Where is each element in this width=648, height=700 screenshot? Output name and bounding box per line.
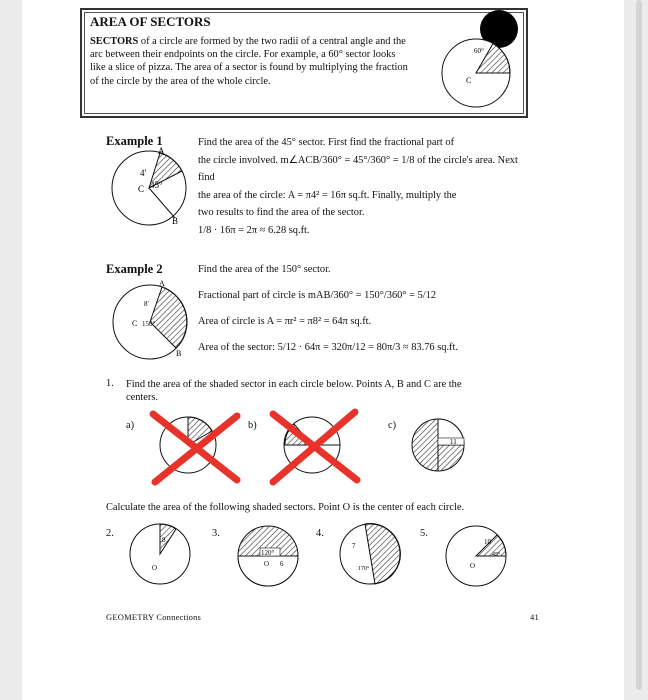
cross-out-mark-b	[265, 408, 365, 488]
svg-text:O: O	[152, 564, 158, 572]
svg-text:170°: 170°	[358, 566, 370, 572]
part-b-label: b)	[248, 420, 257, 431]
calc-instruction: Calculate the area of the following shaded sectors. Point O is the center of each circle.	[106, 502, 465, 513]
item2-number: 2.	[106, 528, 114, 539]
page-number: 41	[530, 612, 539, 622]
example1-figure	[106, 148, 196, 228]
svg-text:B: B	[176, 349, 182, 358]
example1-label: Example 1	[106, 134, 163, 148]
item4-figure	[334, 518, 414, 590]
svg-text:C: C	[132, 319, 138, 328]
scrollbar[interactable]	[636, 0, 642, 690]
svg-text:45°: 45°	[492, 552, 501, 558]
intro-sector-figure	[430, 38, 520, 110]
example2-line2: Fractional part of circle is mAB/360° = 150°/360° = 5/12	[198, 290, 437, 301]
part-a-label: a)	[126, 420, 135, 431]
item2-figure	[126, 520, 206, 592]
intro-center-label: C	[466, 76, 472, 85]
example2-figure	[106, 280, 196, 360]
svg-text:O: O	[470, 562, 476, 570]
item3-number: 3.	[212, 528, 220, 539]
cross-out-mark-a	[145, 408, 245, 488]
example2-line1: Find the area of the 150° sector.	[198, 264, 331, 275]
intro-angle-label: 60°	[474, 47, 484, 55]
svg-text:8: 8	[162, 536, 166, 544]
example2-line4: Area of the sector: 5/12 · 64π = 320π/12 = 80π/3 ≈ 83.76 sq.ft.	[198, 342, 458, 353]
svg-text:7: 7	[352, 542, 356, 550]
svg-text:O: O	[264, 560, 270, 568]
section-title: AREA OF SECTORS	[90, 14, 211, 29]
example2-line3: Area of circle is A = πr² = π8² = 64π sq.ft.	[198, 316, 372, 327]
svg-text:B: B	[172, 216, 179, 226]
item5-number: 5.	[420, 528, 428, 539]
svg-text:150°: 150°	[142, 320, 156, 328]
item3-figure	[230, 520, 310, 592]
svg-text:4': 4'	[140, 168, 147, 178]
intro-paragraph: SECTORS of a circle are formed by the two radii of a central angle and the arc between their endpoints on the circle. For example, a 60° sector looks like a slice of pizza. The area of a sector is found by multiplying the fraction of the circle by the area of the whole circle.	[90, 36, 408, 87]
example1-text: Find the area of the 45° sector. First find the fractional part of the circle involved. m∠ACB/360° = 45°/360° = 1/8 of the circle's area. Next find the area of the circle: A = π4² = 16π sq.ft. Finally, multiply the two results to find the area of the sector. 1/8 · 16π = 2π ≈ 6.28 sq.ft.	[198, 137, 518, 236]
part-c-figure	[400, 415, 480, 485]
part-c-label: c)	[388, 420, 397, 431]
problem1-number: 1.	[106, 378, 114, 389]
svg-text:10: 10	[484, 538, 491, 546]
problem1-text: Find the area of the shaded sector in each circle below. Points A, B and C are the centers.	[126, 379, 462, 403]
svg-text:C: C	[138, 184, 145, 194]
svg-text:45°: 45°	[150, 180, 163, 190]
example2-label: Example 2	[106, 262, 163, 276]
svg-text:120°: 120°	[261, 549, 275, 557]
item4-number: 4.	[316, 528, 324, 539]
svg-text:8': 8'	[144, 300, 149, 308]
svg-text:11: 11	[450, 438, 457, 446]
svg-text:6: 6	[280, 560, 284, 568]
item5-figure	[440, 520, 520, 592]
footer-title: GEOMETRY Connections	[106, 612, 202, 622]
svg-text:A: A	[158, 146, 165, 156]
svg-text:A: A	[159, 279, 165, 288]
